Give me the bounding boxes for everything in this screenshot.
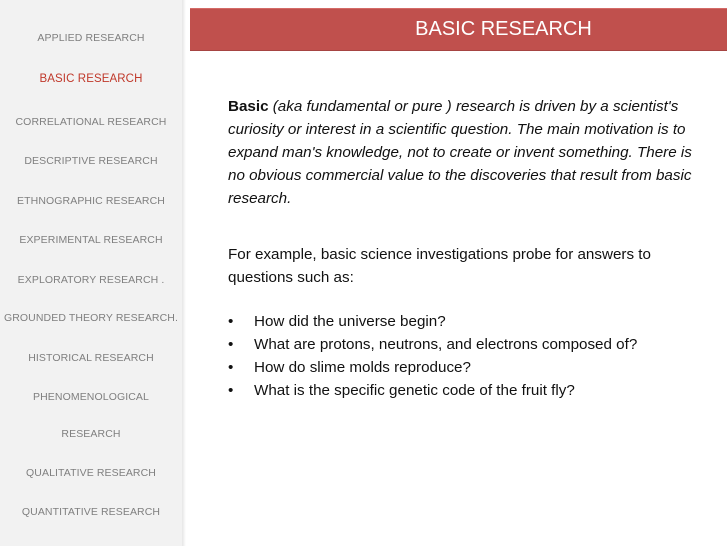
sidebar-item-basic-research[interactable]: BASIC RESEARCH [39, 73, 143, 85]
intro-text: (aka fundamental or pure ) research is driven by a scientist's curiosity or interest in a scientific question. The main motivation is to expand man's knowledge, not to create or invent something. There is no obvious commercial value to the discoveries that result from basic research. [228, 98, 692, 207]
sidebar [0, 0, 183, 546]
intro-bold-term: Basic [228, 98, 269, 115]
example-paragraph: For example, basic science investigations probe for answers to questions such as: [228, 246, 651, 286]
sidebar-item-quantitative-research[interactable]: QUANTITATIVE RESEARCH [21, 506, 161, 518]
sidebar-item-correlational-research[interactable]: CORRELATIONAL RESEARCH [15, 116, 167, 128]
sidebar-item-phenomenological-research[interactable]: RESEARCH [61, 428, 121, 440]
intro-paragraph [228, 95, 698, 210]
page-title: BASIC RESEARCH [415, 18, 592, 40]
sidebar-item-applied-research[interactable]: APPLIED RESEARCH [37, 32, 145, 44]
sidebar-item-historical-research[interactable]: HISTORICAL RESEARCH [28, 352, 154, 364]
sidebar-divider [182, 0, 186, 546]
bullet-icon: • [228, 359, 234, 376]
sidebar-item-ethnographic-research[interactable]: ETHNOGRAPHIC RESEARCH [17, 195, 165, 207]
list-item-text: How did the universe begin? [254, 313, 446, 330]
sidebar-item-grounded-theory-research[interactable]: GROUNDED THEORY RESEARCH. [3, 312, 179, 324]
list-item [228, 356, 698, 379]
list-item [228, 310, 698, 333]
bullet-icon: • [228, 336, 234, 353]
list-item [228, 379, 698, 402]
sidebar-item-descriptive-research[interactable]: DESCRIPTIVE RESEARCH [24, 155, 158, 167]
sidebar-item-exploratory-research[interactable]: EXPLORATORY RESEARCH . [17, 274, 165, 286]
list-item [228, 333, 698, 356]
sidebar-item-phenomenological[interactable]: PHENOMENOLOGICAL [33, 391, 149, 403]
bullet-icon: • [228, 313, 234, 330]
bullet-icon: • [228, 382, 234, 399]
sidebar-item-qualitative-research[interactable]: QUALITATIVE RESEARCH [26, 467, 156, 479]
list-item-text: What is the specific genetic code of the fruit fly? [254, 382, 575, 399]
list-item-text: What are protons, neutrons, and electrons composed of? [254, 336, 638, 353]
main-content [228, 95, 698, 402]
sidebar-item-experimental-research[interactable]: EXPERIMENTAL RESEARCH [19, 234, 163, 246]
question-list [228, 310, 698, 402]
list-item-text: How do slime molds reproduce? [254, 359, 471, 376]
